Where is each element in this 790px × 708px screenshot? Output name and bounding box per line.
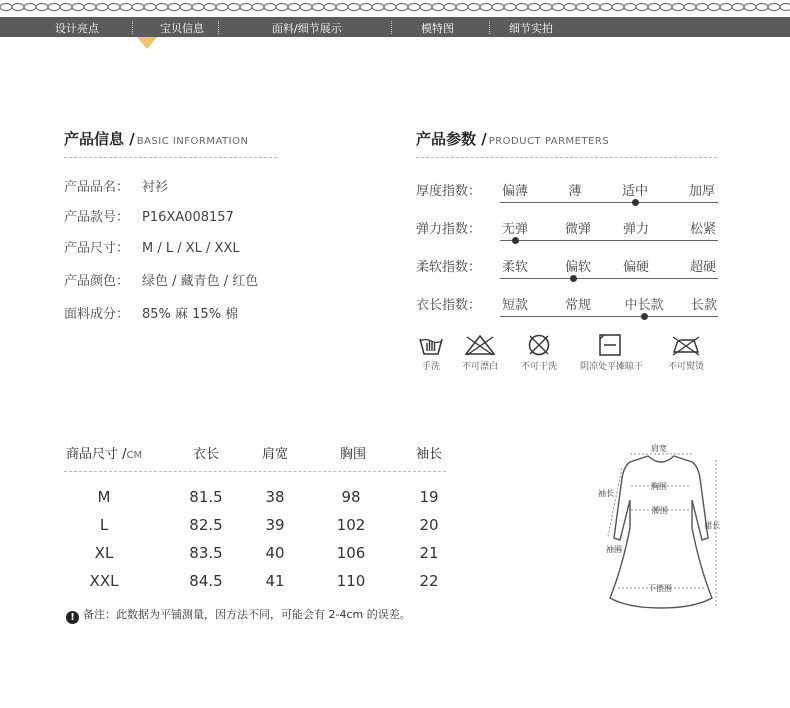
nav-divider (218, 21, 219, 34)
size-cell: 84.5 (189, 572, 223, 590)
param-selected-dot (641, 313, 648, 320)
size-title-text: 商品尺寸 / (66, 447, 127, 462)
exclamation-icon: ! (66, 611, 79, 624)
param-option: 超硬 (689, 260, 717, 275)
param-label-length: 衣长指数： (416, 298, 482, 313)
diagram-label-waist: 腰围 (652, 506, 668, 515)
no-bleach-icon (463, 333, 497, 357)
diagram-label-length: 裙长 (704, 521, 720, 530)
param-scale-line (500, 316, 718, 317)
nav-item-product-info[interactable]: 宝贝信息 (160, 22, 204, 35)
size-cell: 102 (336, 516, 366, 534)
param-scale-line (500, 202, 718, 203)
param-option: 无弹 (501, 222, 529, 237)
nav-item-detail-photos[interactable]: 细节实拍 (509, 22, 553, 35)
param-label-thickness: 厚度指数： (416, 184, 482, 199)
diagram-label-chest: 胸围 (651, 482, 667, 491)
size-cell: 20 (419, 516, 439, 534)
size-cell: 106 (336, 544, 366, 562)
info-value: 衬衫 (142, 180, 169, 195)
params-title-en: PRODUCT PARMETERS (488, 136, 610, 147)
chain-border (0, 0, 790, 14)
size-cell: 83.5 (189, 544, 223, 562)
info-row-sizes (64, 237, 240, 256)
info-label: 产品款号： (64, 210, 130, 225)
param-selected-dot (632, 199, 639, 206)
active-nav-indicator (137, 37, 157, 49)
param-option: 偏硬 (622, 260, 650, 275)
no-dry-clean-icon (525, 333, 553, 357)
care-no-bleach (450, 333, 510, 372)
info-value: 绿色 / 藏青色 / 红色 (142, 274, 259, 289)
size-cell: 81.5 (189, 488, 223, 506)
param-option: 薄 (568, 184, 582, 199)
size-cell: M (97, 488, 111, 506)
info-row-name (64, 176, 168, 195)
param-option: 长款 (690, 298, 718, 313)
info-value: 85% 麻 15% 棉 (142, 307, 239, 322)
param-label-elasticity: 弹力指数： (416, 222, 482, 237)
nav-item-model[interactable]: 模特图 (421, 22, 454, 35)
nav-item-fabric-details[interactable]: 面料/细节展示 (272, 22, 342, 35)
param-option: 常规 (564, 298, 592, 313)
care-label: 不可干洗 (520, 362, 557, 372)
param-option: 中长款 (624, 298, 664, 313)
size-cell: 110 (336, 572, 366, 590)
diagram-label-sleeve: 袖长 (598, 489, 614, 498)
param-selected-dot (570, 275, 577, 282)
size-cell: XL (94, 544, 114, 562)
param-option: 偏薄 (501, 184, 529, 199)
diagram-label-hem: 下摆围 (648, 584, 672, 593)
nav-item-design[interactable]: 设计亮点 (55, 22, 99, 35)
size-title-unit: CM (126, 450, 143, 461)
dress-measurement-diagram (596, 438, 726, 613)
param-option: 松紧 (689, 222, 717, 237)
info-label: 面料成分： (64, 307, 130, 322)
diagram-label-shoulder: 肩宽 (651, 444, 667, 453)
info-value: M / L / XL / XXL (142, 241, 240, 256)
params-title (416, 128, 609, 149)
param-option: 适中 (621, 184, 649, 199)
size-cell: 82.5 (189, 516, 223, 534)
size-cell: 19 (419, 488, 439, 506)
param-option: 偏软 (564, 260, 592, 275)
param-option: 微弹 (564, 222, 592, 237)
size-cell: XXL (89, 572, 119, 590)
nav-bar (0, 17, 790, 37)
info-row-fabric (64, 303, 238, 322)
param-scale-line (500, 278, 718, 279)
size-cell: 21 (419, 544, 439, 562)
no-iron-icon (669, 333, 703, 357)
measurement-note (66, 606, 411, 624)
note-text: 备注：此数据为平铺测量，因方法不同，可能会有 2-4cm 的误差。 (83, 608, 411, 621)
param-option: 短款 (501, 298, 529, 313)
basic-info-title-cn: 产品信息 / (64, 130, 135, 148)
care-label: 手洗 (421, 362, 440, 372)
care-shade-flat-dry (580, 333, 644, 372)
param-option: 柔软 (501, 260, 529, 275)
column-header-chest: 胸围 (340, 447, 367, 462)
size-cell: 22 (419, 572, 439, 590)
care-label: 阴凉处平摊晾干 (580, 362, 644, 372)
info-row-style-no (64, 206, 234, 225)
column-header-sleeve: 袖长 (416, 447, 443, 462)
size-cell: 98 (341, 488, 361, 506)
hand-wash-icon (417, 333, 445, 357)
nav-divider (489, 21, 490, 34)
size-cell: 41 (265, 572, 285, 590)
size-cell: 39 (265, 516, 285, 534)
size-cell: L (99, 516, 109, 534)
column-header-shoulder: 肩宽 (262, 447, 289, 462)
info-label: 产品尺寸： (64, 241, 130, 256)
size-cell: 38 (265, 488, 285, 506)
nav-divider (132, 21, 133, 34)
care-label: 不可熨烫 (667, 362, 704, 372)
diagram-label-cuff: 袖围 (606, 545, 622, 554)
param-option: 弹力 (622, 222, 650, 237)
size-table-title (66, 443, 142, 462)
column-header-length: 衣长 (193, 447, 220, 462)
info-value: P16XA008157 (142, 210, 234, 225)
care-label: 不可漂白 (461, 362, 498, 372)
param-selected-dot (512, 237, 519, 244)
basic-info-title (64, 128, 248, 149)
param-option: 加厚 (688, 184, 716, 199)
info-row-colors (64, 270, 258, 289)
basic-info-title-en: BASIC INFORMATION (136, 136, 249, 147)
divider (64, 157, 277, 158)
divider (416, 157, 717, 158)
nav-divider (391, 21, 392, 34)
care-no-dry-clean (509, 333, 569, 372)
param-scale-line (500, 240, 718, 241)
info-label: 产品颜色： (64, 274, 130, 289)
param-label-softness: 柔软指数： (416, 260, 482, 275)
info-label: 产品品名： (64, 180, 130, 195)
shade-flat-dry-icon (597, 333, 623, 357)
size-cell: 40 (265, 544, 285, 562)
params-title-cn: 产品参数 / (416, 130, 487, 148)
care-no-iron (656, 333, 716, 372)
divider (64, 471, 446, 472)
